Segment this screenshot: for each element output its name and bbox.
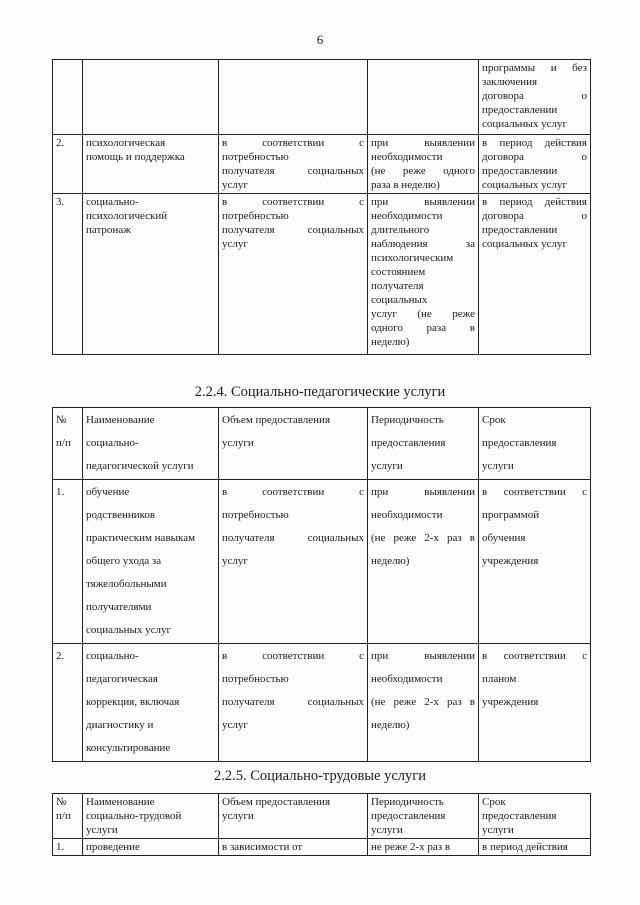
cell-term-line: заключения [482,76,538,88]
cell-term-line: в период действия [482,841,568,853]
header-num [53,794,83,839]
cell-volume-line: услуг [222,179,248,191]
cell-period-line: необходимости [371,509,443,521]
cell-volume-line: потребностью [222,210,289,222]
header-term-line: услуги [482,824,514,836]
cell-term [479,135,591,194]
cell-num [53,644,83,762]
cell-volume [219,644,368,762]
cell-period-line: (не реже одного [371,165,475,177]
cell-volume-line: потребностью [222,151,289,163]
cell-period-line: неделю) [371,719,410,731]
header-volume-line: услуги [222,810,254,822]
cell-num [53,480,83,644]
cell-term-line: предоставлении [482,224,558,236]
cell-period-line: неделю) [371,555,410,567]
cell-volume [219,194,368,355]
header-name-line: Наименование [86,796,155,808]
cell-volume [219,839,368,856]
cell-volume-line: получателя социальных [222,532,364,544]
cell-name-line: психологический [86,210,168,222]
cell-term [479,194,591,355]
cell-name [83,480,219,644]
cell-num-line: 1. [56,486,65,498]
cell-period-line: услуг (не реже [371,308,475,320]
cell-period [368,60,479,135]
cell-name [83,644,219,762]
cell-name-line: практическим навыкам [86,532,196,544]
section-title-225: 2.2.5. Социально-трудовые услуги [213,768,426,784]
header-period-line: Периодичность [371,414,444,426]
cell-period-line: при выявлении [371,650,475,662]
cell-volume-line: в соответствии с [222,486,364,498]
cell-name-line: диагностику и [86,719,154,731]
header-num [53,408,83,480]
cell-term-line: в соответствии с [482,486,587,498]
header-row [53,408,591,480]
cell-period [368,839,479,856]
table-row [53,839,591,856]
cell-name-line: патронаж [86,224,131,236]
psychological-services-table-continued [52,59,591,355]
social-labor-services-table [52,793,591,856]
header-period-line: предоставления [371,437,446,449]
header-name [83,794,219,839]
table-row [53,135,591,194]
header-volume [219,408,368,480]
header-term-line: услуги [482,460,514,472]
cell-name-line: получателями [86,601,152,613]
cell-term-line: программы и без [482,62,587,74]
header-volume [219,794,368,839]
cell-num-line: 2. [56,650,65,662]
cell-period-line: необходимости [371,673,443,685]
header-period-line: услуги [371,460,403,472]
cell-term-line: договора о [482,210,587,222]
cell-term-line: в соответствии с [482,650,587,662]
header-row [53,794,591,839]
cell-period-line: необходимости [371,210,443,222]
cell-volume-line: в соответствии с [222,196,364,208]
cell-name-line: социальных услуг [86,624,172,636]
cell-volume-line: услуг [222,555,248,567]
cell-term [479,480,591,644]
cell-name-line: психологическая [86,137,166,149]
cell-num [53,135,83,194]
cell-num [53,194,83,355]
section-title-224: 2.2.4. Социально-педагогические услуги [194,384,446,400]
cell-term-line: в период действия [482,196,587,208]
header-name-line: услуги [86,824,118,836]
cell-volume [219,60,368,135]
table-row [53,644,591,762]
cell-period-line: необходимости [371,151,443,163]
cell-period-line: одного раза в [371,322,475,334]
cell-name-line: коррекция, включая [86,696,180,708]
cell-volume [219,135,368,194]
cell-name-line: обучение [86,486,130,498]
header-num-line: № [56,796,67,808]
header-term-line: предоставления [482,437,557,449]
cell-volume-line: в соответствии с [222,137,364,149]
header-period [368,794,479,839]
cell-period-line: (не реже 2-х раз в [371,532,475,544]
header-name [83,408,219,480]
cell-volume-line: получателя социальных [222,165,364,177]
cell-name [83,839,219,856]
cell-term [479,644,591,762]
header-volume-line: услуги [222,437,254,449]
cell-period-line: при выявлении [371,486,475,498]
cell-period-line: неделю) [371,336,410,348]
cell-num [53,60,83,135]
cell-period-line: социальных [371,294,428,306]
cell-name-line: тяжелобольными [86,578,167,590]
cell-term-line: программой [482,509,540,521]
cell-name [83,60,219,135]
cell-volume [219,480,368,644]
header-name-line: социально-трудовой [86,810,182,822]
cell-num-line: 2. [56,137,65,149]
cell-name-line: проведение [86,841,140,853]
cell-volume-line: в соответствии с [222,650,364,662]
header-term-line: предоставления [482,810,557,822]
cell-name-line: общего ухода за [86,555,162,567]
cell-period-line: психологическим [371,252,454,264]
table-row [53,194,591,355]
cell-period-line: при выявлении [371,196,475,208]
cell-name-line: педагогическая [86,673,158,685]
header-name-line: педагогической услуги [86,460,194,472]
cell-name-line: социально- [86,650,139,662]
cell-volume-line: услуг [222,719,248,731]
cell-period-line: наблюдения за [371,238,475,250]
cell-num-line: 1. [56,841,65,853]
cell-period-line: (не реже 2-х раз в [371,696,475,708]
cell-num-line: 3. [56,196,65,208]
cell-period-line: состоянием [371,266,426,278]
cell-period [368,480,479,644]
cell-period [368,194,479,355]
table-row [53,480,591,644]
header-term-line: Срок [482,414,506,426]
header-period-line: услуги [371,824,403,836]
cell-volume-line: получателя социальных [222,696,364,708]
cell-period-line: длительного [371,224,430,236]
header-term [479,794,591,839]
cell-term-line: планом [482,673,517,685]
cell-name-line: родственников [86,509,156,521]
table-row [53,60,591,135]
cell-term-line: социальных услуг [482,118,568,130]
cell-volume-line: потребностью [222,509,289,521]
header-name-line: Наименование [86,414,155,426]
cell-term-line: в период действия [482,137,587,149]
cell-volume-line: услуг [222,238,248,250]
cell-volume-line: получателя социальных [222,224,364,236]
cell-name-line: консультирование [86,742,171,754]
cell-period-line: при выявлении [371,137,475,149]
cell-term-line: учреждения [482,555,539,567]
cell-term [479,60,591,135]
header-num-line: № [56,414,67,426]
header-period-line: Периодичность [371,796,444,808]
header-period [368,408,479,480]
header-name-line: социально- [86,437,139,449]
cell-term-line: социальных услуг [482,238,568,250]
header-term-line: Срок [482,796,506,808]
cell-period [368,644,479,762]
cell-term [479,839,591,856]
page-number: 6 [316,32,324,47]
cell-period-line: не реже 2-х раз в [371,841,451,853]
cell-num [53,839,83,856]
header-term [479,408,591,480]
social-pedagogical-services-table [52,407,591,762]
cell-term-line: социальных услуг [482,179,568,191]
cell-volume-line: в зависимости от [222,841,303,853]
header-num-line: п/п [56,437,71,449]
cell-volume-line: потребностью [222,673,289,685]
header-num-line: п/п [56,810,71,822]
cell-term-line: предоставлении [482,165,558,177]
cell-period-line: раза в неделю) [371,179,440,191]
header-period-line: предоставления [371,810,446,822]
cell-term-line: обучения [482,532,526,544]
header-volume-line: Объем предоставления [222,414,331,426]
cell-name [83,194,219,355]
cell-term-line: учреждения [482,696,539,708]
cell-period-line: получателя [371,280,424,292]
cell-period [368,135,479,194]
cell-term-line: договора о [482,90,587,102]
cell-term-line: договора о [482,151,587,163]
header-volume-line: Объем предоставления [222,796,331,808]
cell-name [83,135,219,194]
cell-term-line: предоставлении [482,104,558,116]
cell-name-line: социально- [86,196,139,208]
cell-name-line: помощь и поддержка [86,151,185,163]
